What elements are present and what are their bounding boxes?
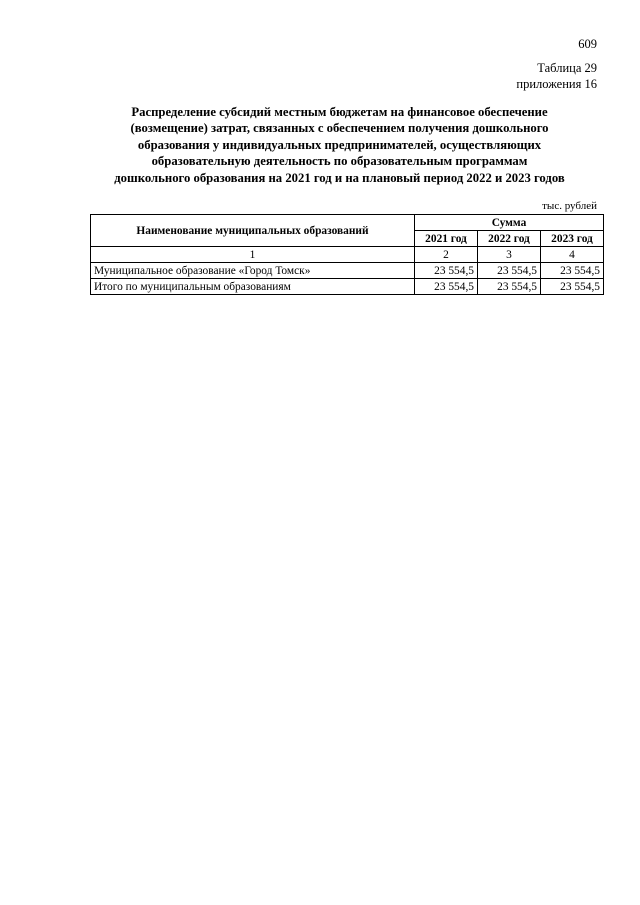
column-number: 2 — [415, 247, 478, 263]
amount-2021: 23 554,5 — [415, 263, 478, 279]
table-ref-line2: приложения 16 — [516, 77, 597, 91]
total-2022: 23 554,5 — [478, 279, 541, 295]
total-row — [91, 279, 604, 295]
header-sum: Сумма — [415, 215, 604, 231]
title-line: дошкольного образования на 2021 год и на плановый период 2022 и 2023 годов — [114, 170, 565, 185]
subsidy-table — [90, 214, 604, 295]
table-row — [91, 263, 604, 279]
amount-2022: 23 554,5 — [478, 263, 541, 279]
column-number: 4 — [541, 247, 604, 263]
column-number: 1 — [91, 247, 415, 263]
column-number: 3 — [478, 247, 541, 263]
municipality-name: Муниципальное образование «Город Томск» — [91, 263, 415, 279]
title-line: образования у индивидуальных предпринимателей, осуществляющих — [137, 137, 542, 152]
header-name: Наименование муниципальных образований — [91, 215, 415, 247]
title-line: (возмещение) затрат, связанных с обеспечением получения дошкольного — [130, 121, 549, 136]
year-header: 2021 год — [415, 231, 478, 247]
year-header: 2023 год — [541, 231, 604, 247]
units-label: тыс. рублей — [542, 200, 597, 212]
page-number: 609 — [578, 37, 597, 51]
header-row — [91, 215, 604, 231]
total-label: Итого по муниципальным образованиям — [91, 279, 415, 295]
amount-2023: 23 554,5 — [541, 263, 604, 279]
title-line: Распределение субсидий местным бюджетам на финансовое обеспечение — [131, 105, 548, 119]
total-2023: 23 554,5 — [541, 279, 604, 295]
column-number-row — [91, 247, 604, 263]
table-reference — [516, 60, 597, 92]
total-2021: 23 554,5 — [415, 279, 478, 295]
table-ref-line1: Таблица 29 — [537, 61, 597, 75]
title-line: образовательную деятельность по образовательным программам — [151, 154, 528, 169]
document-title — [80, 104, 599, 186]
year-header: 2022 год — [478, 231, 541, 247]
